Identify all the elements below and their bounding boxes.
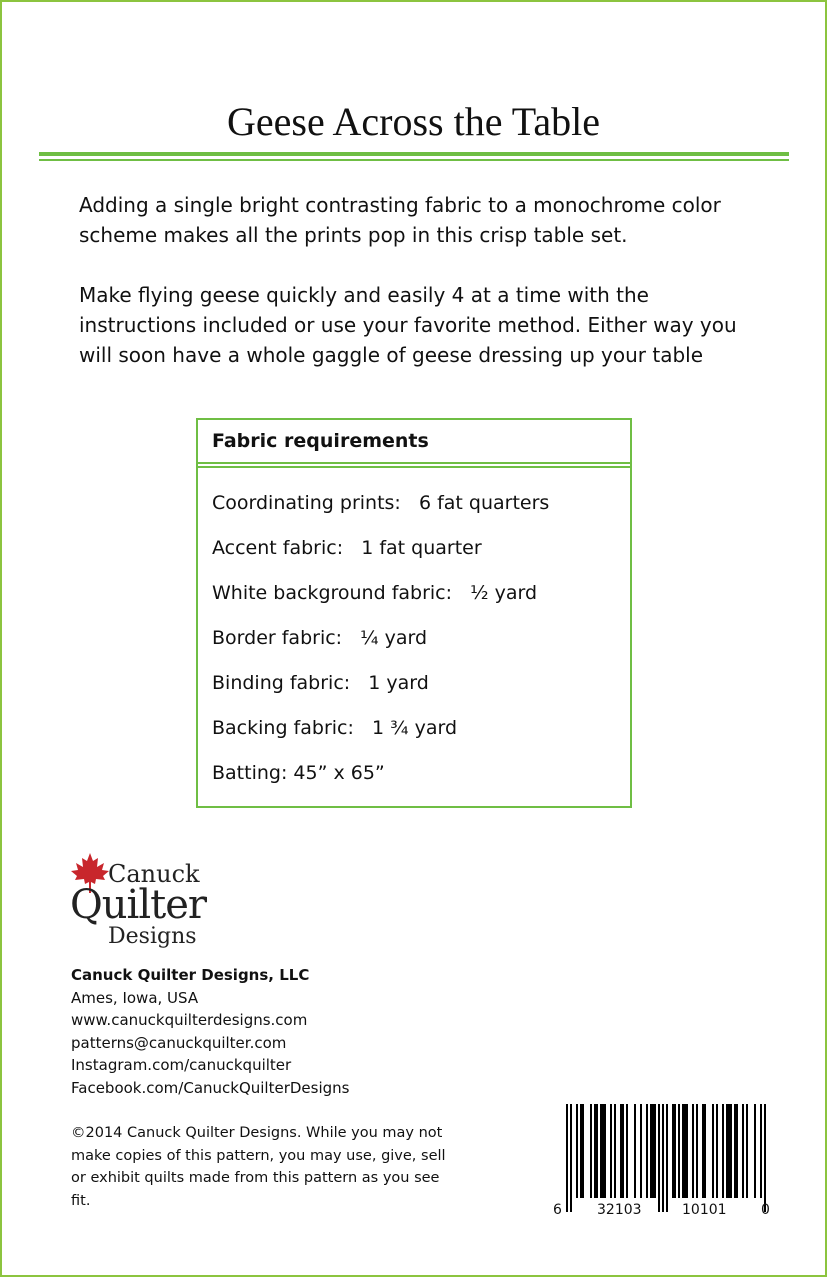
company-name: Canuck Quilter Designs, LLC xyxy=(71,966,310,984)
barcode-bar xyxy=(760,1104,762,1198)
barcode-bar xyxy=(702,1104,706,1198)
instagram-link[interactable]: Instagram.com/canuckquilter xyxy=(71,1056,292,1074)
barcode-bar xyxy=(650,1104,656,1198)
fabric-heading-rule xyxy=(198,462,630,464)
barcode-bar xyxy=(600,1104,606,1198)
barcode-bar xyxy=(726,1104,732,1198)
barcode-bar xyxy=(614,1104,616,1198)
barcode-bar xyxy=(672,1104,676,1198)
barcode-bar xyxy=(722,1104,724,1198)
facebook-link[interactable]: Facebook.com/CanuckQuilterDesigns xyxy=(71,1078,350,1097)
barcode-bar xyxy=(626,1104,628,1198)
company-location: Ames, Iowa, USA xyxy=(71,988,199,1007)
barcode-bar xyxy=(662,1104,664,1212)
barcode-bar xyxy=(610,1104,612,1198)
intro-paragraph-2: Make flying geese quickly and easily 4 at a time with the instructions included or use your favorite method. Either way you will soon have a whole gaggle of geese dressing up your table xyxy=(79,283,737,367)
contact-block xyxy=(71,964,349,1099)
barcode-bar xyxy=(734,1104,738,1198)
barcode-bar xyxy=(570,1104,572,1212)
fabric-item-accent: Accent fabric: 1 fat quarter xyxy=(212,537,482,559)
barcode-bar xyxy=(666,1104,668,1212)
fabric-item-backing: Backing fabric: 1 ¾ yard xyxy=(212,717,458,739)
copyright-notice: ©2014 Canuck Quilter Designs. While you may not make copies of this pattern, you may use, give, sell or exhibit quilts made from this pattern as you see fit. xyxy=(71,1125,446,1209)
title-rule-thin xyxy=(39,159,789,161)
barcode-group-2: 10101 xyxy=(682,1202,727,1218)
barcode-bar xyxy=(576,1104,578,1198)
barcode-bar xyxy=(742,1104,744,1198)
title-rule xyxy=(39,152,789,156)
fabric-heading-rule-2 xyxy=(198,466,630,468)
barcode-bar xyxy=(712,1104,714,1198)
barcode-bar xyxy=(580,1104,584,1198)
barcode-bar xyxy=(640,1104,642,1198)
barcode-bar xyxy=(566,1104,568,1212)
barcode-digit-left: 6 xyxy=(553,1202,562,1218)
barcode-bar xyxy=(754,1104,756,1198)
logo-word-quilter: Quilter xyxy=(70,882,207,928)
fabric-requirements-box xyxy=(196,418,632,808)
barcode-bar xyxy=(764,1104,766,1212)
website-link[interactable]: www.canuckquilterdesigns.com xyxy=(71,1011,308,1029)
barcode-bars xyxy=(548,1104,776,1220)
barcode-digit-right: 0 xyxy=(761,1202,770,1218)
barcode-bar xyxy=(696,1104,698,1198)
email-link[interactable]: patterns@canuckquilter.com xyxy=(71,1033,287,1052)
barcode-bar xyxy=(678,1104,680,1198)
intro-paragraph-1: Adding a single bright contrasting fabric to a monochrome color scheme makes all the prints pop in this crisp table set. xyxy=(79,193,721,247)
barcode-bar xyxy=(646,1104,648,1198)
barcode-bar xyxy=(658,1104,660,1212)
barcode-bar xyxy=(590,1104,592,1198)
fabric-item-binding: Binding fabric: 1 yard xyxy=(212,672,429,694)
fabric-list xyxy=(212,488,549,803)
barcode-group-1: 32103 xyxy=(597,1202,642,1218)
page-title: Geese Across the Table xyxy=(226,99,600,144)
logo-word-canuck: Canuck xyxy=(108,860,200,888)
barcode-bar xyxy=(692,1104,694,1198)
intro-text xyxy=(79,190,769,400)
barcode-bar xyxy=(716,1104,718,1198)
canuck-quilter-logo xyxy=(70,852,210,952)
fabric-requirements-heading: Fabric requirements xyxy=(212,430,429,452)
barcode-bar xyxy=(746,1104,748,1198)
fabric-item-border: Border fabric: ¼ yard xyxy=(212,627,428,649)
barcode-bar xyxy=(634,1104,636,1198)
logo-word-designs: Designs xyxy=(108,924,197,949)
fabric-item-batting: Batting: 45” x 65” xyxy=(212,762,385,784)
barcode xyxy=(548,1104,776,1220)
fabric-item-white-background: White background fabric: ½ yard xyxy=(212,582,538,604)
fabric-item-coordinating-prints: Coordinating prints: 6 fat quarters xyxy=(212,492,550,514)
barcode-bar xyxy=(620,1104,624,1198)
barcode-bar xyxy=(682,1104,688,1198)
barcode-bar xyxy=(594,1104,598,1198)
